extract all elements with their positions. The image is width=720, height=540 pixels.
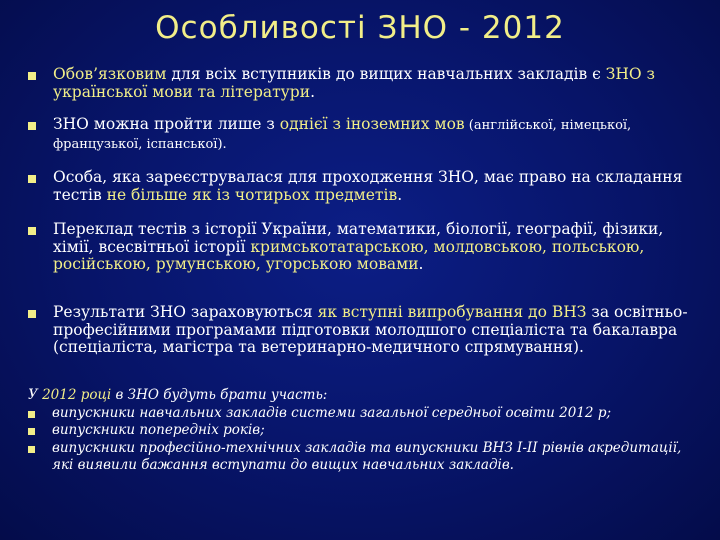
slide-title: Особливості ЗНО - 2012 — [155, 10, 565, 46]
note-item-text: випускники навчальних закладів системи загальної середньої освіти 2012 р; — [52, 404, 612, 421]
plain-text: . — [310, 82, 315, 101]
bullet-item — [28, 66, 704, 101]
bullet-item — [28, 221, 704, 274]
note-item — [28, 422, 704, 440]
bullet-text — [53, 169, 704, 204]
highlight-text: Обов’язковим — [53, 65, 167, 83]
note-item-text: випускники попередніх років; — [52, 422, 265, 438]
plain-text: ЗНО можна пройти лише з — [53, 115, 280, 133]
square-bullet-icon — [28, 428, 35, 435]
square-bullet-icon — [28, 175, 36, 183]
square-bullet-icon — [28, 72, 36, 80]
bullet-text — [53, 66, 704, 101]
highlight-text: 2012 році — [42, 387, 112, 403]
participants-note — [28, 387, 704, 475]
bullet-item — [28, 304, 704, 357]
note-item — [28, 405, 704, 423]
plain-text: У — [28, 387, 43, 403]
plain-text: Результати ЗНО зараховуються — [53, 303, 318, 321]
plain-text: в ЗНО будуть брати участь: — [111, 387, 328, 403]
note-item-text: випускники професійно-технічних закладів та випускники ВНЗ І-ІІ рівнів акредитації, які виявили бажання вступати до вищих навчальних закладів. — [52, 439, 682, 473]
bullet-item — [28, 116, 704, 153]
highlight-text: не більше як із чотирьох предметів — [106, 185, 398, 204]
bullet-text — [53, 116, 704, 153]
square-bullet-icon — [28, 310, 36, 318]
plain-text: Особа, яка зареєструвалася для проходження ЗНО, має право на складання тестів — [53, 168, 683, 204]
bullet-text — [53, 304, 704, 357]
highlight-text: однієї з іноземних мов — [279, 115, 465, 133]
plain-text: за освітньо-професійними програмами підготовки молодшого спеціаліста та бакалавра (спеціаліста, магістра та ветеринарно-медичного спрямування). — [53, 303, 688, 356]
highlight-text: кримськотатарською, молдовською, польською, російською, румунською, угорською мовами — [53, 237, 645, 273]
plain-text: для всіх вступників до вищих навчальних закладів є — [166, 65, 606, 83]
highlight-text: як вступні випробування до ВНЗ — [317, 303, 587, 321]
bullet-text — [53, 221, 704, 274]
square-bullet-icon — [28, 227, 36, 235]
square-bullet-icon — [28, 411, 35, 418]
note-heading — [28, 387, 704, 405]
square-bullet-icon — [28, 122, 36, 130]
plain-text: . — [397, 185, 403, 204]
highlight-text: ЗНО з української мови та літератури — [53, 65, 656, 101]
square-bullet-icon — [28, 446, 35, 453]
plain-text: Переклад тестів з історії України, математики, біології, географії, фізики, хімії, всесвітньої історії — [53, 220, 664, 256]
bullet-item — [28, 169, 704, 204]
small-text: (англійської, німецької, французької, іспанської). — [53, 118, 632, 152]
plain-text: . — [418, 255, 424, 273]
note-item — [28, 440, 704, 475]
